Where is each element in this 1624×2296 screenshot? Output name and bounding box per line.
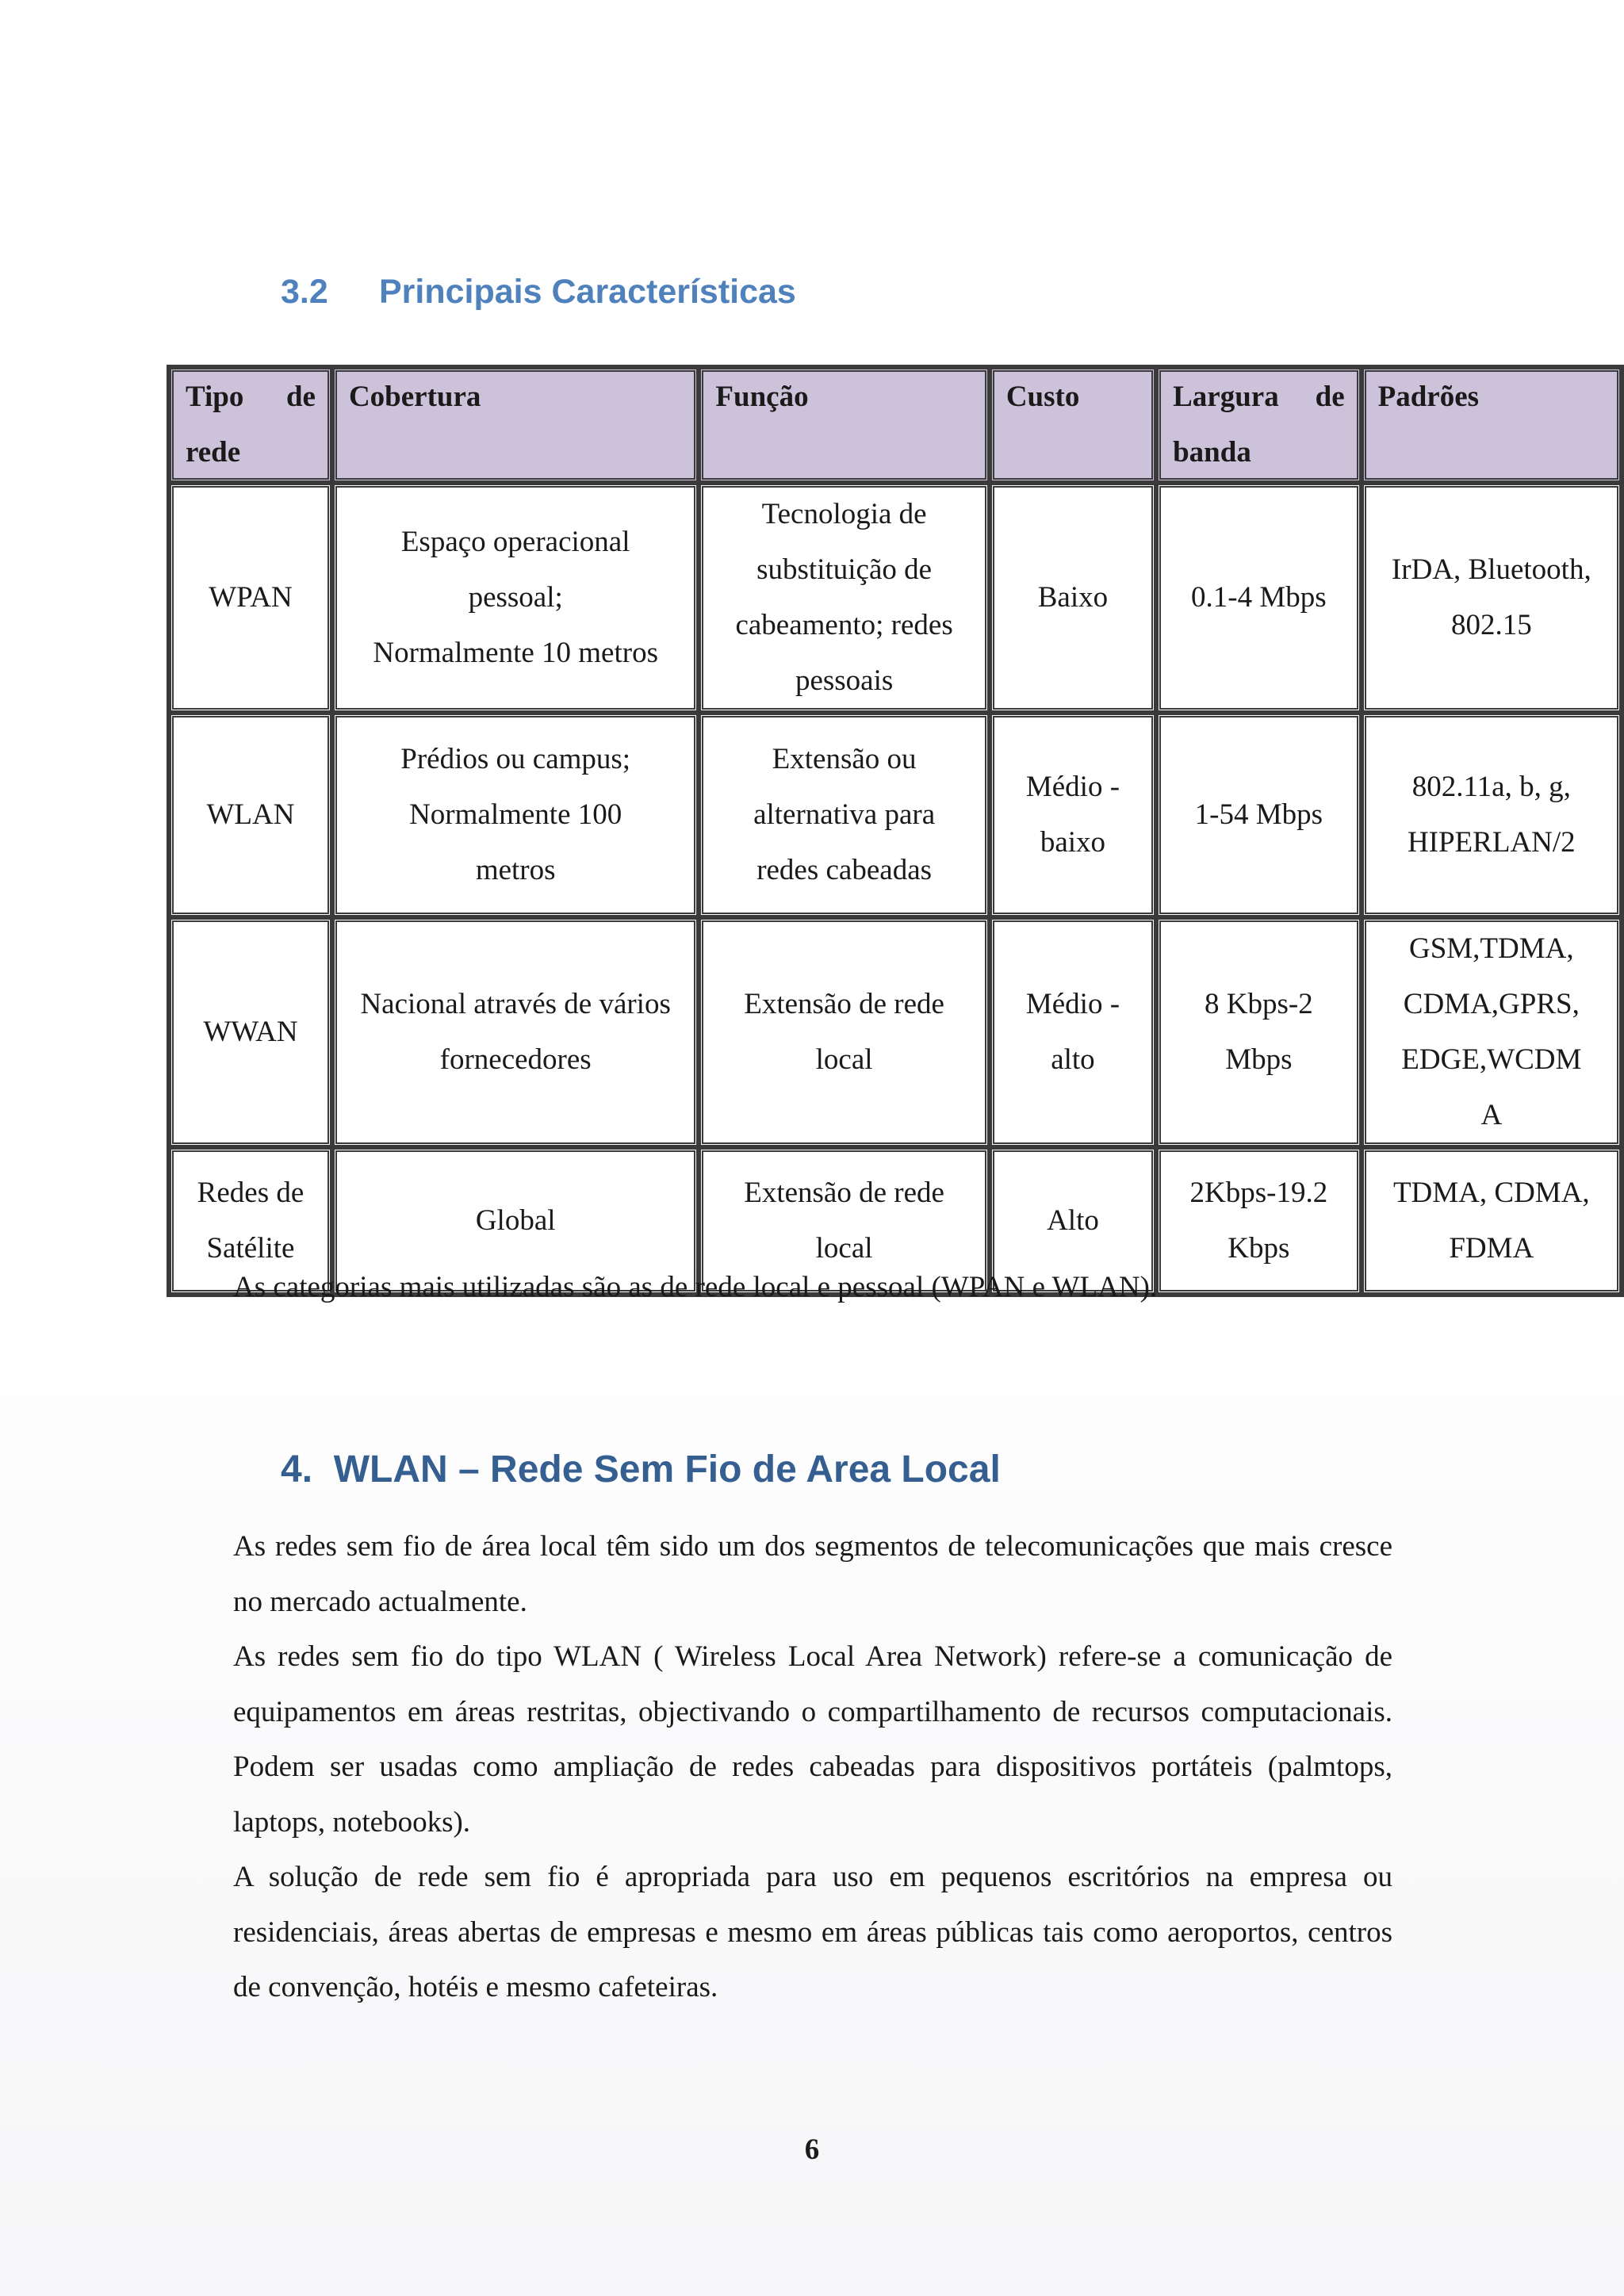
header-cobertura: Cobertura bbox=[332, 367, 699, 483]
cell-tipo bbox=[169, 483, 332, 713]
paragraph: As redes sem fio do tipo WLAN ( Wireless Local Area Network) refere-se a comunicação de equipamentos em áreas restritas, objectivando o compartilhamento de recursos computacionais. Podem ser usadas como ampliação de redes cabeadas para dispositivos portáteis (palmtops, laptops, notebooks). bbox=[233, 1640, 1392, 1839]
cell-line: Extensão de rede bbox=[744, 988, 944, 1020]
cell-funcao bbox=[699, 483, 989, 713]
table-body bbox=[169, 483, 1622, 1295]
header-largura-de-banda bbox=[1156, 367, 1362, 483]
body-text bbox=[233, 1519, 1392, 2015]
header-funcao: Função bbox=[699, 367, 989, 483]
cell-line: WPAN bbox=[209, 581, 293, 614]
cell-line: baixo bbox=[1040, 826, 1106, 859]
cell-line: 2Kbps-19.2 bbox=[1189, 1177, 1328, 1209]
cell-line: redes cabeadas bbox=[756, 854, 933, 886]
cell-line: HIPERLAN/2 bbox=[1407, 826, 1576, 859]
cell-line: A bbox=[1480, 1099, 1503, 1131]
cell-tipo bbox=[169, 917, 332, 1147]
cell-custo bbox=[990, 713, 1156, 917]
cell-line: Baixo bbox=[1037, 581, 1109, 614]
cell-line: 802.11a, b, g, bbox=[1411, 771, 1571, 803]
cell-line: Tecnologia de bbox=[761, 498, 927, 530]
cell-line: Espaço operacional bbox=[400, 526, 630, 558]
cell-padroes bbox=[1362, 1147, 1622, 1295]
cell-line: pessoal; bbox=[468, 581, 563, 614]
cell-custo bbox=[990, 483, 1156, 713]
cell-line: cabeamento; redes bbox=[735, 609, 953, 641]
cell-line: Nacional através de vários bbox=[360, 988, 671, 1020]
cell-line: GSM,TDMA, bbox=[1408, 932, 1574, 965]
cell-padroes bbox=[1362, 917, 1622, 1147]
cell-line: Mbps bbox=[1225, 1043, 1293, 1076]
header-tipo-de-rede bbox=[169, 367, 332, 483]
cell-custo bbox=[990, 917, 1156, 1147]
cell-line: Médio - bbox=[1025, 988, 1120, 1020]
cell-line: pessoais bbox=[795, 664, 894, 697]
cell-line: 0.1-4 Mbps bbox=[1191, 581, 1327, 614]
cell-line: Extensão ou bbox=[772, 743, 917, 775]
cell-line: Médio - bbox=[1025, 771, 1120, 803]
cell-line: TDMA, CDMA, bbox=[1392, 1177, 1590, 1209]
cell-line: EDGE,WCDM bbox=[1401, 1043, 1582, 1076]
cell-line: Extensão de rede bbox=[744, 1177, 944, 1209]
header-text: Largura bbox=[1173, 381, 1279, 413]
page-number: 6 bbox=[804, 2133, 820, 2166]
cell-line: Normalmente 10 metros bbox=[373, 637, 658, 669]
header-text: banda bbox=[1173, 436, 1251, 469]
cell-line: alto bbox=[1051, 1043, 1095, 1076]
table-caption: As categorias mais utilizadas são as de rede local e pessoal (WPAN e WLAN). bbox=[233, 1271, 1158, 1303]
cell-padroes bbox=[1362, 713, 1622, 917]
cell-line: 802.15 bbox=[1450, 609, 1532, 641]
cell-line: Alto bbox=[1047, 1204, 1099, 1237]
table-header-row bbox=[169, 367, 1622, 483]
cell-largura bbox=[1156, 483, 1362, 713]
cell-cobertura bbox=[332, 483, 699, 713]
cell-padroes bbox=[1362, 483, 1622, 713]
cell-line: Global bbox=[475, 1204, 556, 1237]
cell-line: WLAN bbox=[206, 798, 295, 831]
cell-tipo bbox=[169, 713, 332, 917]
header-text: Tipo bbox=[186, 381, 244, 413]
features-table-container bbox=[167, 365, 1624, 1297]
header-text: de bbox=[1315, 381, 1345, 413]
cell-line: Satélite bbox=[206, 1232, 295, 1265]
cell-line: fornecedores bbox=[439, 1043, 592, 1076]
cell-cobertura bbox=[332, 713, 699, 917]
section-title: Principais Características bbox=[379, 273, 796, 311]
cell-line: WWAN bbox=[203, 1016, 298, 1048]
table-row bbox=[169, 917, 1622, 1147]
paragraph: A solução de rede sem fio é apropriada para uso em pequenos escritórios na empresa ou residenciais, áreas abertas de empresas e mesmo em áreas públicas tais como aeroportos, centros de convenção, hotéis e mesmo cafeteiras. bbox=[233, 1861, 1392, 2003]
cell-line: IrDA, Bluetooth, bbox=[1391, 553, 1591, 586]
cell-line: 8 Kbps-2 bbox=[1205, 988, 1313, 1020]
cell-largura bbox=[1156, 917, 1362, 1147]
cell-line: Kbps bbox=[1228, 1232, 1290, 1265]
table-row bbox=[169, 713, 1622, 917]
cell-line: 1-54 Mbps bbox=[1194, 798, 1323, 831]
cell-funcao bbox=[699, 713, 989, 917]
features-table bbox=[167, 365, 1624, 1297]
header-text: rede bbox=[186, 436, 241, 469]
cell-cobertura bbox=[332, 917, 699, 1147]
cell-largura bbox=[1156, 713, 1362, 917]
chapter-number: 4. bbox=[281, 1448, 313, 1490]
header-custo: Custo bbox=[990, 367, 1156, 483]
paragraph: As redes sem fio de área local têm sido um dos segmentos de telecomunicações que mais cresce no mercado actualmente. bbox=[233, 1530, 1392, 1618]
cell-line: substituição de bbox=[756, 553, 933, 586]
cell-funcao bbox=[699, 917, 989, 1147]
cell-line: Redes de bbox=[197, 1177, 304, 1209]
chapter-title: WLAN – Rede Sem Fio de Area Local bbox=[333, 1448, 1001, 1490]
table-row bbox=[169, 483, 1622, 713]
section-heading bbox=[281, 273, 796, 312]
cell-line: FDMA bbox=[1449, 1232, 1534, 1265]
cell-largura bbox=[1156, 1147, 1362, 1295]
cell-line: metros bbox=[475, 854, 556, 886]
section-number: 3.2 bbox=[281, 273, 328, 311]
cell-line: Normalmente 100 bbox=[409, 798, 622, 831]
chapter-heading bbox=[281, 1448, 1001, 1491]
cell-line: local bbox=[815, 1232, 873, 1265]
cell-line: Prédios ou campus; bbox=[400, 743, 631, 775]
header-text: de bbox=[285, 381, 316, 413]
header-padroes: Padrões bbox=[1362, 367, 1622, 483]
cell-line: CDMA,GPRS, bbox=[1403, 988, 1580, 1020]
cell-line: local bbox=[815, 1043, 873, 1076]
cell-line: alternativa para bbox=[753, 798, 936, 831]
